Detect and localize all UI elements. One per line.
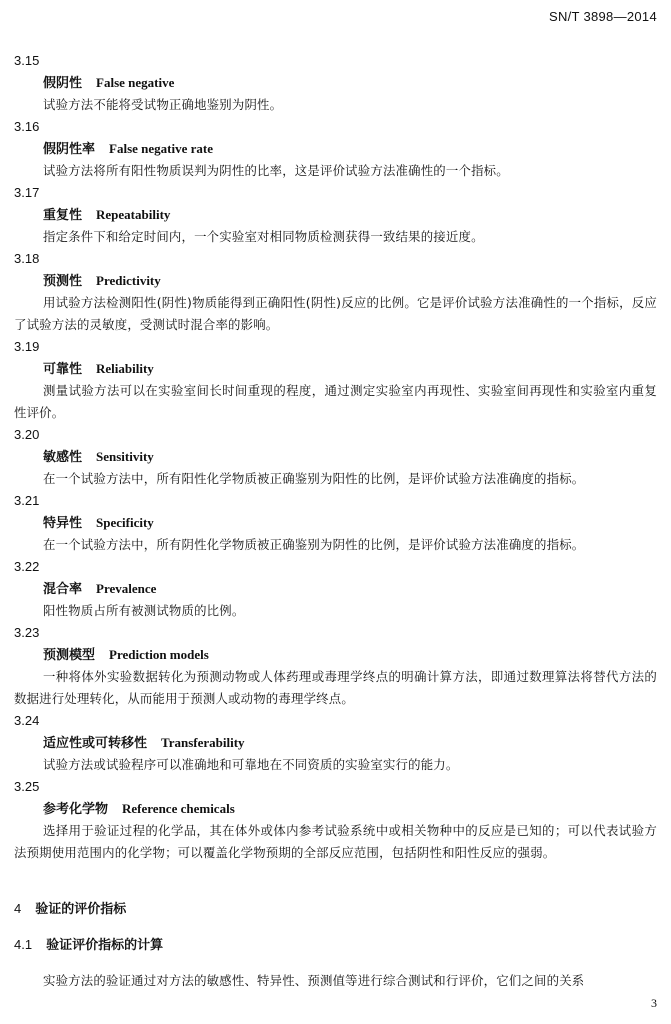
entry-term [0,446,671,468]
entry-definition: 阳性物质占所有被测试物质的比例。 [43,603,245,618]
entry-number: 3.21 [14,493,40,508]
entry-definition: 测量试验方法可以在实验室间长时间重现的程度，通过测定实验室内再现性、实验室间再现性和实验室内重复性评价。 [14,383,657,420]
entry-term [0,798,671,820]
term-english: Reliability [96,361,154,376]
term-english: False negative [96,75,175,90]
entry-term [0,72,671,94]
entry-number: 3.20 [14,427,40,442]
entry-number: 3.19 [14,339,40,354]
term-chinese: 参考化学物 [43,802,109,817]
term-chinese: 敏感性 [43,450,83,465]
entry-definition: 指定条件下和给定时间内，一个实验室对相同物质检测获得一致结果的接近度。 [43,229,484,244]
term-chinese: 预测模型 [43,648,96,663]
entry-definition: 在一个试验方法中，所有阳性化学物质被正确鉴别为阳性的比例，是评价试验方法准确度的指标。 [43,471,585,486]
entry-term [0,270,671,292]
term-english: False negative rate [109,141,213,156]
term-english: Repeatability [96,207,171,222]
definition-entry [0,50,671,116]
definition-entry [0,622,671,710]
standard-code: SN/T 3898—2014 [548,9,657,24]
section-number: 4.1 [14,937,33,952]
entry-definition: 用试验方法检测阳性(阴性)物质能得到正确阳性(阴性)反应的比例。它是评价试验方法准确性的一个指标，反应了试验方法的灵敏度，受测试时混合率的影响。 [14,295,657,332]
term-chinese: 适应性或可转移性 [43,736,148,751]
entry-number: 3.18 [14,251,40,266]
entry-term [0,138,671,160]
entry-number: 3.24 [14,713,40,728]
body-paragraph: 实验方法的验证通过对方法的敏感性、特异性、预测值等进行综合测试和行评价，它们之间的关系 [43,973,585,988]
entry-term [0,644,671,666]
term-english: Specificity [96,515,154,530]
definition-entry [0,424,671,490]
term-english: Reference chemicals [122,801,235,816]
section-title: 验证评价指标的计算 [46,938,164,953]
term-chinese: 假阴性率 [43,142,96,157]
section-title: 验证的评价指标 [35,902,127,917]
definition-entry [0,710,671,776]
page-number: 3 [651,996,657,1010]
definition-entry [0,182,671,248]
term-english: Prevalence [96,581,157,596]
entry-term [0,578,671,600]
section-4-1-heading [14,934,163,953]
entry-number: 3.23 [14,625,40,640]
term-english: Transferability [161,735,245,750]
entry-term [0,204,671,226]
term-chinese: 特异性 [43,516,83,531]
term-chinese: 混合率 [43,582,83,597]
definitions-list [0,50,671,864]
term-chinese: 重复性 [43,208,83,223]
entry-number: 3.22 [14,559,40,574]
entry-definition: 试验方法不能将受试物正确地鉴别为阴性。 [43,97,283,112]
entry-term [0,512,671,534]
section-number: 4 [14,901,22,916]
entry-number: 3.16 [14,119,40,134]
entry-number: 3.15 [14,53,40,68]
entry-definition: 选择用于验证过程的化学品，其在体外或体内参考试验系统中或相关物种中的反应是已知的；可以代表试验方法预期使用范围内的化学物；可以覆盖化学物预期的全部反应范围，包括阴性和阳性反应的强弱。 [14,823,657,860]
entry-number: 3.25 [14,779,40,794]
entry-definition: 试验方法或试验程序可以准确地和可靠地在不同资质的实验室实行的能力。 [43,757,459,772]
entry-number: 3.17 [14,185,40,200]
term-chinese: 可靠性 [43,362,83,377]
term-english: Sensitivity [96,449,154,464]
entry-definition: 试验方法将所有阳性物质误判为阴性的比率，这是评价试验方法准确性的一个指标。 [43,163,509,178]
entry-term [0,732,671,754]
definition-entry [0,336,671,424]
definition-entry [0,116,671,182]
definition-entry [0,556,671,622]
definition-entry [0,490,671,556]
definition-entry [0,776,671,864]
term-english: Prediction models [109,647,209,662]
entry-definition: 一种将体外实验数据转化为预测动物或人体药理或毒理学终点的明确计算方法，即通过数理算法将替代方法的数据进行处理转化，从而能用于预测人或动物的毒理学终点。 [14,669,657,706]
term-chinese: 假阴性 [43,76,83,91]
section-4-heading [14,898,126,917]
entry-term [0,358,671,380]
term-english: Predictivity [96,273,161,288]
definition-entry [0,248,671,336]
term-chinese: 预测性 [43,274,83,289]
entry-definition: 在一个试验方法中，所有阴性化学物质被正确鉴别为阴性的比例，是评价试验方法准确度的指标。 [43,537,585,552]
